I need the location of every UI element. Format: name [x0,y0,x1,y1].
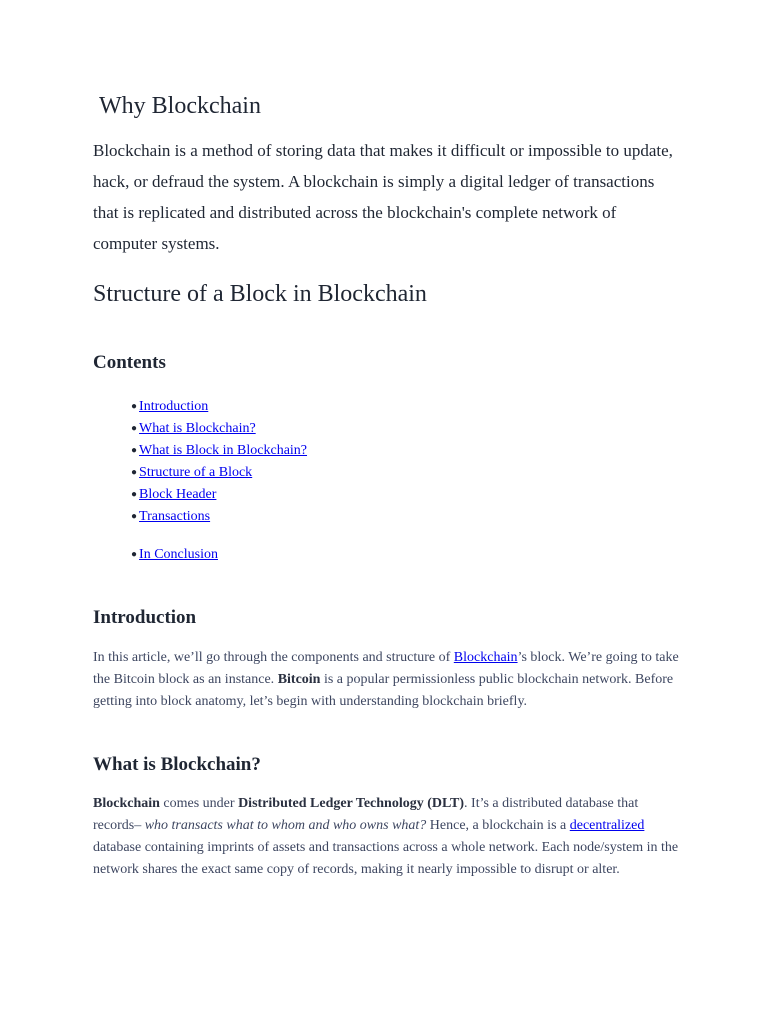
bullet-icon: ● [131,401,138,412]
bullet-icon: ● [131,423,138,434]
toc-item-introduction [131,398,208,416]
bullet-icon: ● [131,445,138,456]
bullet-icon: ● [131,467,138,478]
toc-item-block-header [131,486,216,504]
bullet-icon: ● [131,511,138,522]
toc-link-transactions[interactable]: Transactions [139,509,211,524]
who-transacts-italic: who transacts what to whom and who owns what? [144,818,427,833]
toc-item-transactions [131,508,210,526]
toc-link-block-header[interactable]: Block Header [139,487,217,502]
structure-heading: Structure of a Block in Blockchain [93,281,427,307]
bullet-icon: ● [131,549,138,560]
toc-link-structure-of-block[interactable]: Structure of a Block [139,465,253,480]
introduction-paragraph [93,647,683,713]
intro-text-start: In this article, we’ll go through the components and structure of [93,650,454,665]
toc-link-what-is-blockchain[interactable]: What is Blockchain? [139,421,256,436]
why-blockchain-paragraph: Blockchain is a method of storing data that makes it difficult or impossible to update, hack, or defraud the system. A blockchain is simply a digital ledger of transactions that is replicated and distributed across the blockchain's complete network of computer systems. [93,141,673,253]
what-is-blockchain-paragraph [93,793,683,881]
blockchain-bold: Blockchain [93,796,160,811]
bitcoin-bold: Bitcoin [277,672,321,687]
dlt-bold: Distributed Ledger Technology (DLT) [238,796,465,811]
why-blockchain-heading: Why Blockchain [99,93,261,119]
toc-item-what-is-blockchain [131,420,256,438]
intro-text-mid: ’s block. We’re going to take the Bitcoin block as an instance. [93,650,679,687]
contents-heading: Contents [93,352,166,373]
introduction-heading: Introduction [93,607,197,628]
toc-item-in-conclusion [131,546,218,564]
what-text-1: comes under [159,796,239,811]
toc-item-what-is-block [131,442,307,460]
intro-text-end: is a popular permissionless public blockchain network. Before getting into block anatomy, let’s begin with understanding blockchain briefly. [93,672,674,709]
what-text-2: . It’s a distributed database that records– [93,796,639,833]
bullet-icon: ● [131,489,138,500]
what-text-4: database containing imprints of assets and transactions across a whole network. Each node/system in the network shares the exact same copy of records, making it nearly impossible to disrupt or alter. [93,840,679,877]
decentralized-link[interactable]: decentralized [569,818,645,833]
what-is-blockchain-heading: What is Blockchain? [93,754,261,775]
toc-link-in-conclusion[interactable]: In Conclusion [139,547,218,562]
toc-link-introduction[interactable]: Introduction [139,399,209,414]
toc-link-what-is-block[interactable]: What is Block in Blockchain? [139,443,308,458]
toc-item-structure-of-block [131,464,252,482]
what-text-3: Hence, a blockchain is a [426,818,570,833]
blockchain-link[interactable]: Blockchain [453,650,518,665]
